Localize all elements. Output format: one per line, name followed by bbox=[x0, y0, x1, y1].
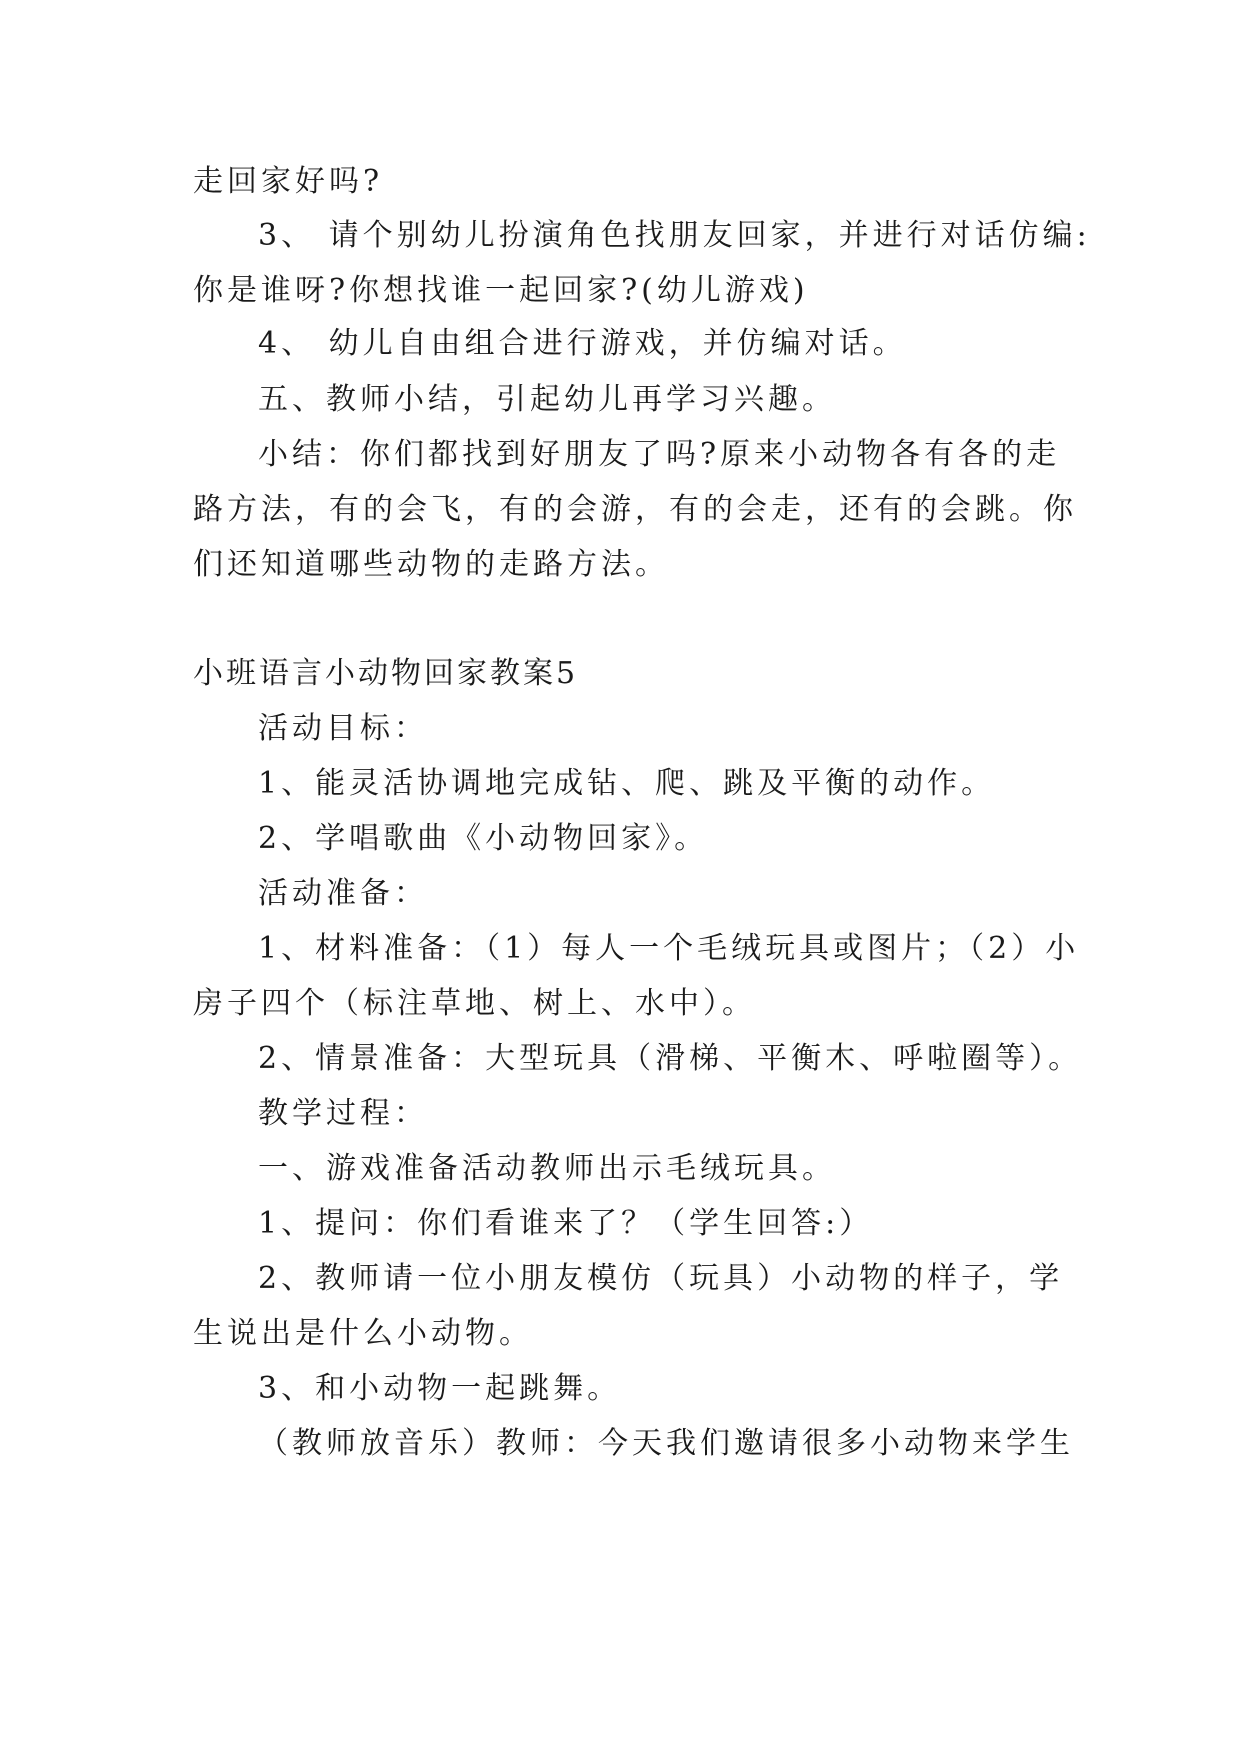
paragraph-line: 们还知道哪些动物的走路方法。 bbox=[193, 547, 669, 582]
paragraph-line: 小结：你们都找到好朋友了吗?原来小动物各有各的走 bbox=[258, 437, 1061, 472]
paragraph-line: 教学过程： bbox=[258, 1096, 428, 1131]
paragraph-line: 2、教师请一位小朋友模仿（玩具）小动物的样子，学 bbox=[258, 1261, 1064, 1296]
paragraph-line: 3、 请个别幼儿扮演角色找朋友回家，并进行对话仿编: bbox=[258, 218, 1091, 253]
paragraph-line: 五、教师小结，引起幼儿再学习兴趣。 bbox=[258, 382, 836, 417]
paragraph-line: 3、和小动物一起跳舞。 bbox=[258, 1371, 622, 1406]
paragraph-line: 2、情景准备：大型玩具（滑梯、平衡木、呼啦圈等）。 bbox=[258, 1041, 1083, 1076]
paragraph-line: 2、学唱歌曲《小动物回家》。 bbox=[258, 821, 709, 856]
paragraph-line: 走回家好吗? bbox=[193, 164, 384, 199]
paragraph-line: 活动目标： bbox=[258, 711, 428, 746]
paragraph-line: 房子四个（标注草地、树上、水中）。 bbox=[193, 986, 756, 1021]
paragraph-line: 1、能灵活协调地完成钻、爬、跳及平衡的动作。 bbox=[258, 766, 996, 801]
paragraph-line: 一、游戏准备活动教师出示毛绒玩具。 bbox=[258, 1151, 836, 1186]
paragraph-line: 4、 幼儿自由组合进行游戏，并仿编对话。 bbox=[258, 326, 907, 361]
paragraph-line: 1、材料准备：（1）每人一个毛绒玩具或图片；（2）小 bbox=[258, 931, 1080, 966]
paragraph-line: （教师放音乐）教师：今天我们邀请很多小动物来学生 bbox=[258, 1426, 1074, 1461]
paragraph-line: 活动准备： bbox=[258, 876, 428, 911]
paragraph-line: 1、提问：你们看谁来了？（学生回答:） bbox=[258, 1206, 874, 1241]
paragraph-line: 你是谁呀?你想找谁一起回家?(幼儿游戏) bbox=[193, 273, 809, 308]
paragraph-line: 路方法，有的会飞，有的会游，有的会走，还有的会跳。你 bbox=[193, 492, 1077, 527]
paragraph-line: 生说出是什么小动物。 bbox=[193, 1316, 533, 1351]
section-heading: 小班语言小动物回家教案5 bbox=[193, 656, 579, 691]
